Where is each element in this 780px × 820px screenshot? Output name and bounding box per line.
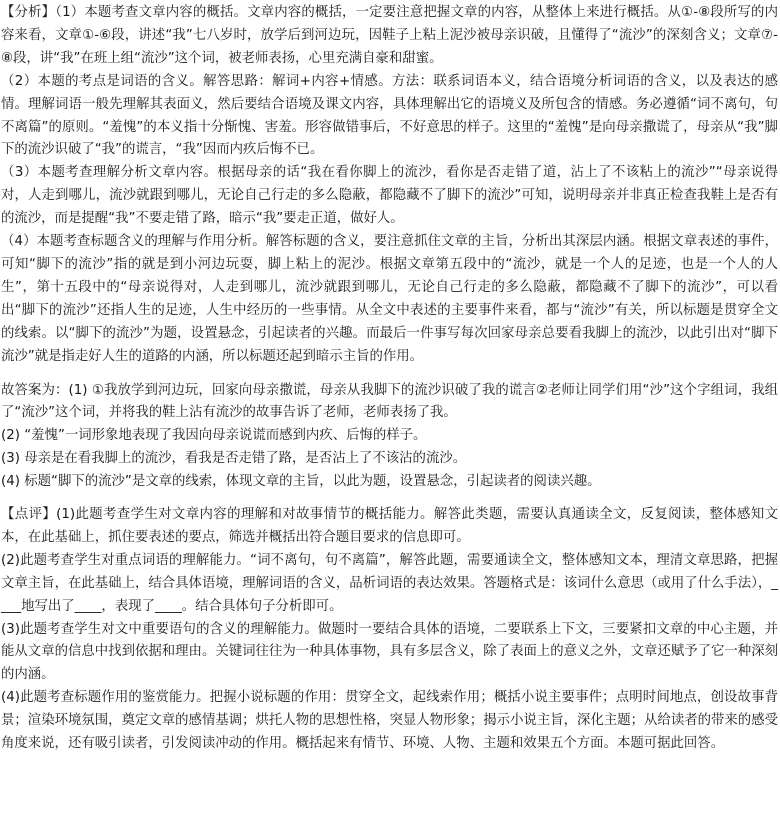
- section-spacer: [1, 494, 778, 504]
- comment-item-2: (2)此题考查学生对重点词语的理解能力。“词不离句，句不离篇”，解答此题，需要通读全文，整体感知文本，理清文章思路，把握文章主旨，在此基础上，结合具体语境，理解词语的含义，品析词语的表达效果。答题格式是：该词什么意思（或用了什么手法），____地写出了____，表现了____。结合具体句子分析即可。: [1, 552, 778, 614]
- analysis-paragraph-2: （2）本题的考点是词语的含义。解答思路：解词+内容+情感。方法：联系词语本义，结合语境分析词语的含义，以及表达的感情。理解词语一般先理解其表面义，然后要结合语境及课文内容，具体理解出它的语境义及所包含的情感。务必遵循“词不离句，句不离篇”的原则。“羞愧”的本义指十分惭愧、害羞。形容做错事后，不好意思的样子。这里的“羞愧”是向母亲撒谎了，母亲从“我”脚下的流沙识破了“我”的谎言，“我”因而内疚后悔不已。: [1, 73, 778, 158]
- comment-section: [1, 504, 778, 756]
- answer-item-1: 故答案为：(1) ①我放学到河边玩，回家向母亲撒谎，母亲从我脚下的流沙识破了我的谎言②老师让同学们用“沙”这个字组词，我组了“流沙”这个词，并将我的鞋上沾有流沙的故事告诉了老师，老师表扬了我。: [1, 382, 778, 421]
- analysis-paragraph-4: （4）本题考查标题含义的理解与作用分析。解答标题的含义，要注意抓住文章的主旨，分析出其深层内涵。根据文章表述的事件，可知“脚下的流沙”指的就是到小河边玩耍，脚上粘上的泥沙。根据文章第五段中的“流沙，就是一个人的足迹，也是一个人的人生”，第十五段中的“母亲说得对，人走到哪儿，流沙就跟到哪儿，无论自己行走的多么隐蔽，都隐藏不了脚下的流沙”，可以看出“脚下的流沙”还指人生的足迹，人生中经历的一些事情。从全文中表述的主要事件来看，都与“流沙”有关，所以标题是贯穿全文的线索。以“脚下的流沙”为题，设置悬念，引起读者的兴趣。而最后一件事写每次回家母亲总要看我脚上的流沙，以此引出对“脚下流沙”就是指走好人生的道路的内涵，所以标题还起到暗示主旨的作用。: [1, 234, 778, 364]
- comment-item-1: 【点评】(1)此题考查学生对文章内容的理解和对故事情节的概括能力。解答此类题，需要认真通读全文，反复阅读，整体感知文本，在此基础上，抓住要表述的要点，筛选并概括出符合题目要求的信息即可。: [1, 507, 778, 545]
- answer-item-3: (3) 母亲是在看我脚上的流沙，看我是否走错了路，是否沾上了不该沾的流沙。: [1, 451, 467, 467]
- analysis-paragraph-1: 【分析】（1）本题考查文章内容的概括。文章内容的概括，一定要注意把握文章的内容，从整体上来进行概括。从①-⑧段所写的内容来看，文章①-⑥段，讲述“我”七八岁时，放学后到河边玩，因鞋子上粘上泥沙被母亲识破，且懂得了“流沙”的深刻含义；文章⑦-⑧段，讲“我”在班上组“流沙”这个词，被老师表扬，心里充满自豪和甜蜜。: [1, 5, 778, 66]
- answer-item-4: (4) 标题“脚下的流沙”是文章的线索，体现文章的主旨，以此为题，设置悬念，引起读者的阅读兴趣。: [1, 474, 601, 490]
- analysis-section: [1, 2, 778, 369]
- analysis-paragraph-3: （3）本题考查理解分析文章内容。根据母亲的话“我在看你脚上的流沙，看你是否走错了道，沾上了不该粘上的流沙”“母亲说得对，人走到哪儿，流沙就跟到哪儿，无论自己行走的多么隐蔽，都隐藏不了脚下的流沙”可知，说明母亲并非真正检查我鞋上是否有的流沙，而是提醒“我”不要走错了路，暗示“我”要走正道，做好人。: [1, 165, 778, 227]
- answer-section: [1, 380, 778, 495]
- comment-item-3: (3)此题考查学生对文中重要语句的含义的理解能力。做题时一要结合具体的语境，二要联系上下文，三要紧扣文章的中心主题，并能从文章的信息中找到依据和理由。关键词往往为一种具体事物，具有多层含义，除了表面上的意义之外，文章还赋予了它一种深刻的内涵。: [1, 621, 778, 683]
- section-spacer: [1, 369, 778, 380]
- answer-item-2: (2) “羞愧”一词形象地表现了我因向母亲说谎而感到内疚、后悔的样子。: [1, 428, 427, 444]
- comment-item-4: (4)此题考查标题作用的鉴赏能力。把握小说标题的作用：贯穿全文，起线索作用；概括小说主要事件；点明时间地点，创设故事背景；渲染环境氛围，奠定文章的感情基调；烘托人物的思想性格，突显人物形象；揭示小说主旨，深化主题；从给读者的带来的感受角度来说，还有吸引读者，引发阅读冲动的作用。概括起来有情节、环境、人物、主题和效果五个方面。本题可据此回答。: [1, 690, 778, 752]
